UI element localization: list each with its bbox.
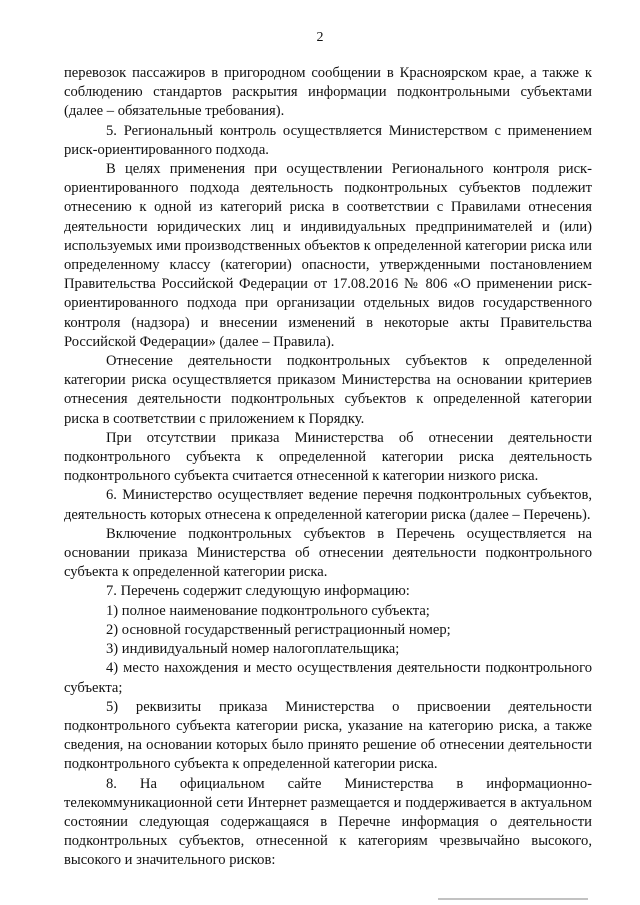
list-item-5: 5) реквизиты приказа Министерства о присвоении деятельности подконтрольного субъекта категории риска, указание на категорию риска, а также сведения, на основании которых было принято решение об отнесении деятельности подконтрольного субъекта к определенной категории риска. xyxy=(64,698,592,773)
paragraph-item-5: 5. Региональный контроль осуществляется Министерством с применением риск-ориентированного подхода. xyxy=(64,122,592,158)
paragraph-risk-approach: В целях применения при осуществлении Регионального контроля риск-ориентированного подхода деятельность подконтрольных субъектов подлежит отнесению к одной из категорий риска в соответствии с Правилами отнесения деятельности юридических лиц и индивидуальных предпринимателей и (или) используемых ими производственных объектов к определенной категории риска или определенному классу (категории) опасности, утвержденными постановлением Правительства Российской Федерации от 17.08.2016 № 806 «О применении риск-ориентированного подхода при организации отдельных видов государственного контроля (надзора) и внесении изменений в некоторые акты Правительства Российской Федерации» (далее – Правила). xyxy=(64,161,592,350)
paragraph-continuation: перевозок пассажиров в пригородном сообщении в Красноярском крае, а также к соблюдению стандартов раскрытия информации подконтрольными субъектами (далее – обязательные требования). xyxy=(64,65,592,120)
paragraph-item-6: 6. Министерство осуществляет ведение перечня подконтрольных субъектов, деятельность которых отнесена к определенной категории риска (далее – Перечень). xyxy=(64,487,592,523)
paragraph-low-risk-default: При отсутствии приказа Министерства об отнесении деятельности подконтрольного субъекта к определенной категории риска деятельность подконтрольного субъекта считается отнесенной к категории низкого риска. xyxy=(64,429,592,485)
paragraph-list-inclusion: Включение подконтрольных субъектов в Перечень осуществляется на основании приказа Министерства об отнесении деятельности подконтрольного субъекта к определенной категории риска. xyxy=(64,525,592,581)
paragraph-item-7: 7. Перечень содержит следующую информацию: xyxy=(106,583,410,600)
scan-artifact-line xyxy=(438,898,588,900)
list-item-4: 4) место нахождения и место осуществления деятельности подконтрольного субъекта; xyxy=(64,660,592,696)
list-item-3: 3) индивидуальный номер налогоплательщика; xyxy=(106,641,400,658)
page-number: 2 xyxy=(316,30,324,45)
paragraph-risk-assignment: Отнесение деятельности подконтрольных субъектов к определенной категории риска осуществляется приказом Министерства на основании критериев отнесения деятельности подконтрольных субъектов к определенной категории риска в соответствии с приложением к Порядку. xyxy=(64,353,592,427)
document-body xyxy=(64,64,592,871)
paragraph-item-8: 8. На официальном сайте Министерства в информационно-телекоммуникационной сети Интернет размещается и поддерживается в актуальном состоянии следующая содержащаяся в Перечне информация о деятельности подконтрольных субъектов, отнесенной к категориям чрезвычайно высокого, высокого и значительного рисков: xyxy=(64,775,592,869)
list-item-2: 2) основной государственный регистрационный номер; xyxy=(106,621,451,638)
list-item-1: 1) полное наименование подконтрольного субъекта; xyxy=(106,602,430,619)
